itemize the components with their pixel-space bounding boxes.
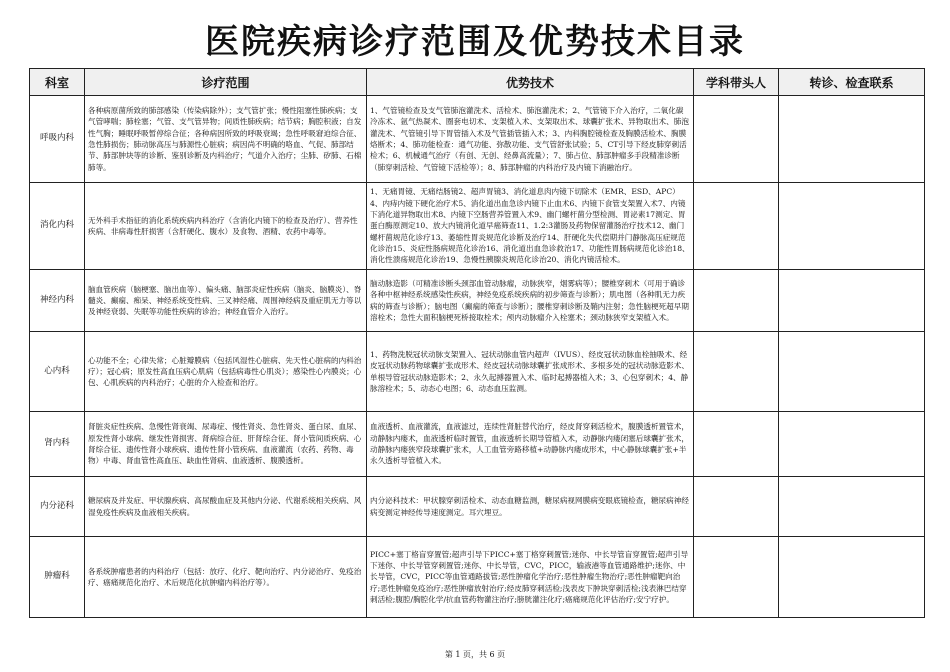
table-row bbox=[30, 96, 925, 183]
diagnosis-scope: 脑血管疾病（脑梗塞、脑出血等）、偏头痛、脑部炎症性疾病（脑炎、脑膜炎）、脊髓炎、癫痫、痴呆、神经系统变性病、三叉神经痛、周围神经病及重症肌无力等以及神经衰弱、失眠等功能性疾病的诊治；神经血管介入治疗。 bbox=[85, 270, 367, 332]
header-discipline-leader: 学科带头人 bbox=[694, 69, 779, 96]
discipline-leader bbox=[694, 332, 779, 412]
header-scope: 诊疗范围 bbox=[85, 69, 367, 96]
discipline-leader bbox=[694, 270, 779, 332]
referral-contact bbox=[779, 270, 925, 332]
table-row bbox=[30, 332, 925, 412]
table-row bbox=[30, 183, 925, 270]
advantage-technology: 内分泌科技术：甲状腺穿刺活检术、动态血糖监测，糖尿病视网膜病变眼底镜检查，糖尿病神经病变测定神经传导速度测定。耳穴埋豆。 bbox=[367, 477, 694, 537]
header-referral-contact: 转诊、检查联系 bbox=[779, 69, 925, 96]
diagnosis-scope: 无外科手术指征的消化系统疾病内科治疗（含消化内镜下的检查及治疗）、营养性疾病、非病毒性肝损害（含肝硬化、腹水）及食物、酒精、农药中毒等。 bbox=[85, 183, 367, 270]
diagnosis-scope: 各系统肿瘤患者的内科治疗（包括：放疗、化疗、靶向治疗、内分泌治疗、免疫治疗、癌痛规范化治疗、术后规范化抗肿瘤内科治疗等）。 bbox=[85, 537, 367, 618]
department-name: 神经内科 bbox=[30, 270, 85, 332]
discipline-leader bbox=[694, 412, 779, 477]
discipline-leader bbox=[694, 183, 779, 270]
header-technology: 优势技术 bbox=[367, 69, 694, 96]
discipline-leader bbox=[694, 537, 779, 618]
table-header-row bbox=[30, 69, 925, 96]
department-name: 内分泌科 bbox=[30, 477, 85, 537]
referral-contact bbox=[779, 477, 925, 537]
advantage-technology: 脑动脉造影（可精准诊断头颈部血管动脉瘤，动脉狭窄，烟雾病等）；腰椎穿刺术（可用于确诊各种中枢神经系统感染性疾病，神经免疫系统疾病的初步筛查与诊断）；肌电图（各种肌无力疾病的筛查与诊断）；脑电图（癫痫的筛查与诊断）；腰椎穿刺诊断及鞘内注射；急性脑梗死超早期溶栓术；急性大面积脑梗死桥接取栓术；颅内动脉瘤介入栓塞术；颈动脉狭窄支架植入术。 bbox=[367, 270, 694, 332]
table-row bbox=[30, 412, 925, 477]
diagnosis-scope: 各种病原菌所致的肺部感染（传染病除外）；支气管扩张；慢性阻塞性肺疾病；支气管哮喘；肺栓塞；气管、支气管异物；间质性肺疾病；结节病；胸腔积液；自发性气胸；睡眠呼吸暂停综合征；各种病因所致的呼吸衰竭；急性呼吸窘迫综合征、急性肺损伤；肺动脉高压与肺源性心脏病；病因尚不明确的咯血、气促、肺部结节、肺部肿块等的诊断、鉴别诊断及内科治疗；气道介入治疗；尘肺、矽肺、石棉肺等。 bbox=[85, 96, 367, 183]
advantage-technology: 1、无痛胃镜、无痛结肠镜2、超声胃镜3、消化道息肉内镜下切除术（EMR、ESD、APC）4、内痔内镜下硬化治疗术5、消化道出血急诊内镜下止血术6、内镜下食管支架置入术7、内镜下消化道异物取出术8、内镜下空肠营养管置入术9、幽门螺杆菌分型检测、胃泌素17测定、胃蛋白酶原测定10、放大内镜消化道早癌筛查11、1.2:3灌肠及药物保留灌肠治疗技术12、幽门螺杆菌规范化诊疗13、萎缩性胃炎规范化诊断及治疗14、肝硬化失代偿期并门静脉高压症规范化诊治15、炎症性肠病规范化诊治16、消化道出血急诊救治17、功能性胃肠病规范化诊治18、消化性溃疡规范化诊治19、急慢性胰腺炎规范化诊治20、消化内镜活检术。 bbox=[367, 183, 694, 270]
advantage-technology: 1、药物洗脱冠状动脉支架置入、冠状动脉血管内超声（IVUS）、经皮冠状动脉血栓抽吸术、经皮冠状动脉药物球囊扩张成形术、经皮冠状动脉球囊扩张成形术、多根多处的冠状动脉造影术、单根导管冠状动脉造影术；2、永久起搏器置入术、临时起搏器植入术；3、心包穿刺术；4、静脉溶栓术；5、动态心电图；6、动态血压监测。 bbox=[367, 332, 694, 412]
discipline-leader bbox=[694, 477, 779, 537]
advantage-technology: 血液透析、血液灌流，血液滤过，连续性肾脏替代治疗，经皮肾穿刺活检术，腹膜透析置管术，动静脉内瘘术，血液透析临时置管，血液透析长期导管植入术，动静脉内瘘闭塞后球囊扩张术，动静脉内瘘狭窄段球囊扩张术，人工血管旁路移植+动静脉内瘘成形术，中心静脉球囊扩张+半永久透析导管植入术。 bbox=[367, 412, 694, 477]
header-department: 科室 bbox=[30, 69, 85, 96]
diagnosis-scope: 肾脏炎症性疾病、急慢性肾衰竭、尿毒症、慢性肾炎、急性肾炎、蛋白尿、血尿、原发性肾小球病、继发性肾损害、肾病综合征、肝肾综合征、肾小管间质疾病、心肾综合征、遗传性肾小球疾病、遗传性肾小管疾病、血液灌流（农药、药物、毒物）中毒、肾血管性高血压、缺血性肾病、血液透析、腹膜透析。 bbox=[85, 412, 367, 477]
diagnosis-scope: 糖尿病及并发症、甲状腺疾病、高尿酸血症及其他内分泌、代谢系统相关疾病、风湿免疫性疾病及血液相关疾病。 bbox=[85, 477, 367, 537]
referral-contact bbox=[779, 412, 925, 477]
advantage-technology: 1、气管镜检查及支气管肺泡灌洗术、活检术、肺泡灌洗术；2、气管镜下介入治疗，二氧化碳冷冻术、氩气热凝术、圈套电切术、支架植入术、支架取出术、球囊扩张术、异物取出术、肺泡灌洗术、气管镜引导下胃管插入术及气管插管插入术；3、内科胸腔镜检查及胸膜活检术、胸膜烙断术；4、肺功能检查：通气功能、弥散功能、支气管舒张试验；5、CT引导下经皮肺穿刺活检术；6、机械通气治疗（有创、无创、经鼻高流量）；7、肺占位、肺部肿瘤多手段精准诊断（肺穿刺活检、气管镜下活检等）；8、肺部肿瘤的内科治疗及内镜下消融治疗。 bbox=[367, 96, 694, 183]
referral-contact bbox=[779, 537, 925, 618]
department-name: 呼吸内科 bbox=[30, 96, 85, 183]
referral-contact bbox=[779, 96, 925, 183]
department-name: 肿瘤科 bbox=[30, 537, 85, 618]
department-name: 消化内科 bbox=[30, 183, 85, 270]
table-row bbox=[30, 270, 925, 332]
diagnosis-scope: 心功能不全；心律失常；心脏瓣膜病（包括风湿性心脏病、先天性心脏病的内科治疗）；冠心病；原发性高血压病心肌病（包括病毒性心肌炎）；感染性心内膜炎；心包、心肌疾病的内科治疗；心脏的介入检查和治疗。 bbox=[85, 332, 367, 412]
page-footer: 第 1 页，共 6 页 bbox=[444, 650, 506, 659]
referral-contact bbox=[779, 332, 925, 412]
referral-contact bbox=[779, 183, 925, 270]
advantage-technology: PICC+塞丁格盲穿置管;超声引导下PICC+塞丁格穿刺置管;迷你、中长导管盲穿置管;超声引导下迷你、中长导管穿刺置管;迷你、中长导管，CVC，PICC，输液港等血管通路维护;迷你、中长导管，CVC，PICC等血管通路拔管;恶性肿瘤化学治疗;恶性肿瘤生物治疗;恶性肿瘤靶向治疗;恶性肿瘤免疫治疗;恶性肿瘤放射治疗;经皮肺穿刺活检;浅表皮下肿块穿刺活检;浅表淋巴结穿刺活检;腹腔/胸腔化学/抗血管药物灌注治疗;膀胱灌注化疗;癌痛规范化评估治疗;安宁疗护。 bbox=[367, 537, 694, 618]
table-row bbox=[30, 537, 925, 618]
department-name: 肾内科 bbox=[30, 412, 85, 477]
department-table bbox=[29, 68, 925, 618]
table-row bbox=[30, 477, 925, 537]
department-name: 心内科 bbox=[30, 332, 85, 412]
discipline-leader bbox=[694, 96, 779, 183]
page-title: 医院疾病诊疗范围及优势技术目录 bbox=[205, 22, 745, 62]
